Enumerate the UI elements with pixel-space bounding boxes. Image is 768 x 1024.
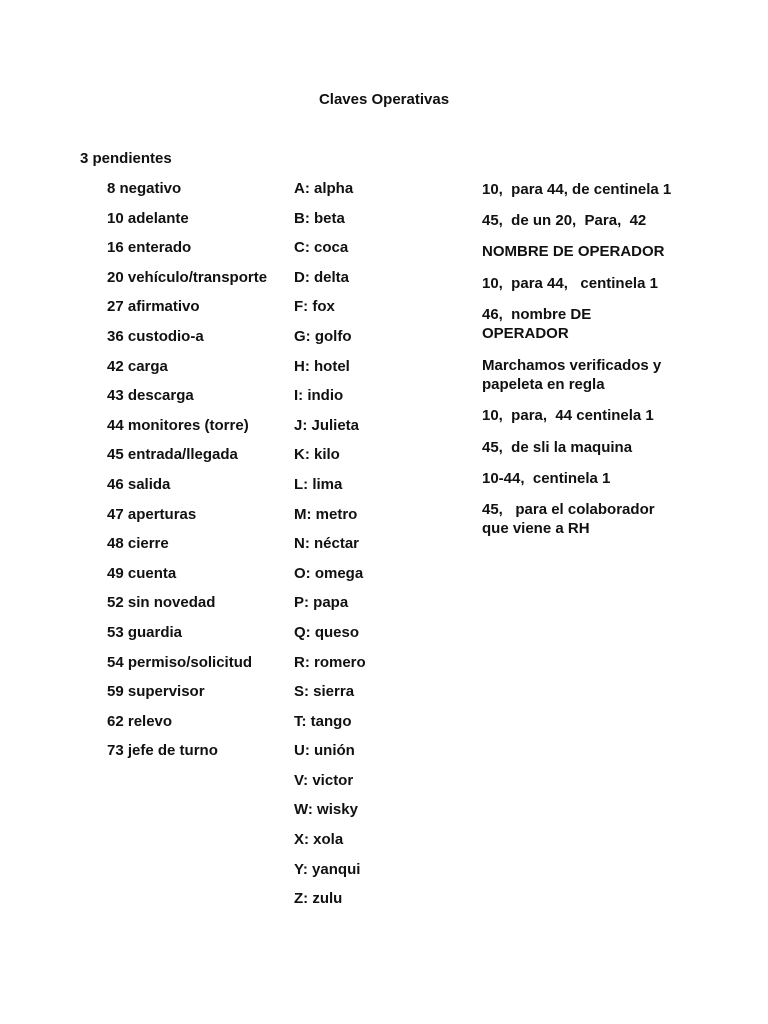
radio-phrases-list: [482, 180, 672, 551]
intro-line: 3 pendientes: [80, 150, 172, 167]
alphabet-item: S: sierra: [294, 683, 355, 701]
phrase-item: 10-44, centinela 1: [482, 469, 611, 487]
alphabet-item: I: indio: [294, 387, 344, 405]
alphabet-item: Y: yanqui: [294, 860, 361, 878]
alphabet-item: T: tango: [294, 712, 352, 730]
alphabet-item: N: néctar: [294, 535, 360, 553]
alphabet-item: M: metro: [294, 505, 358, 523]
alphabet-item: L: lima: [294, 475, 343, 493]
phrase-item: 45, de sli la maquina: [482, 438, 633, 456]
alphabet-item: H: hotel: [294, 357, 350, 375]
alphabet-item: Q: queso: [294, 623, 360, 641]
code-item: 27 afirmativo: [107, 298, 200, 316]
alphabet-item: V: victor: [294, 771, 354, 789]
alphabet-item: G: golfo: [294, 327, 352, 345]
phrase-item: NOMBRE DE OPERADOR: [482, 243, 665, 261]
alphabet-item: B: beta: [294, 209, 345, 227]
code-item: 36 custodio-a: [107, 327, 204, 345]
code-item: 59 supervisor: [107, 683, 205, 701]
alphabet-item: K: kilo: [294, 446, 340, 464]
alphabet-item: Z: zulu: [294, 890, 343, 908]
code-item: 8 negativo: [107, 180, 182, 197]
code-item: 43 descarga: [107, 387, 194, 405]
code-item: 48 cierre: [107, 535, 169, 553]
phrase-item: 10, para 44, de centinela 1: [482, 181, 672, 198]
document-title: Claves Operativas: [318, 91, 450, 108]
code-item: 54 permiso/solicitud: [107, 653, 253, 671]
alphabet-item: U: unión: [294, 742, 355, 760]
code-item: 46 salida: [107, 475, 171, 493]
alphabet-item: R: romero: [294, 653, 366, 671]
code-item: 42 carga: [107, 357, 168, 375]
code-item: 49 cuenta: [107, 564, 177, 582]
phrase-item: Marchamos verificados y papeleta en regla: [482, 356, 666, 394]
alphabet-item: X: xola: [294, 831, 344, 849]
phrase-item: 10, para, 44 centinela 1: [482, 407, 654, 425]
alphabet-item: P: papa: [294, 594, 349, 612]
code-item: 73 jefe de turno: [107, 742, 218, 760]
phonetic-alphabet-list: [294, 180, 464, 920]
alphabet-item: F: fox: [294, 298, 335, 316]
code-item: 16 enterado: [107, 239, 192, 257]
alphabet-item: A: alpha: [294, 180, 354, 197]
code-item: 53 guardia: [107, 623, 183, 641]
code-item: 45 entrada/llegada: [107, 446, 238, 464]
code-item: 52 sin novedad: [107, 594, 216, 612]
phrase-item: 46, nombre DE OPERADOR: [482, 305, 596, 343]
code-item: 10 adelante: [107, 209, 189, 227]
alphabet-item: D: delta: [294, 268, 350, 286]
alphabet-item: C: coca: [294, 239, 349, 257]
phrase-item: 10, para 44, centinela 1: [482, 274, 658, 292]
code-item: 20 vehículo/transporte: [107, 268, 268, 286]
codes-list: [107, 180, 287, 772]
phrase-item: 45, de un 20, Para, 42: [482, 212, 647, 230]
phrase-item: 45, para el colaborador que viene a RH: [482, 500, 659, 538]
code-item: 62 relevo: [107, 712, 173, 730]
code-item: 44 monitores (torre): [107, 416, 249, 434]
alphabet-item: J: Julieta: [294, 416, 360, 434]
alphabet-item: W: wisky: [294, 801, 358, 819]
alphabet-item: O: omega: [294, 564, 364, 582]
code-item: 47 aperturas: [107, 505, 197, 523]
